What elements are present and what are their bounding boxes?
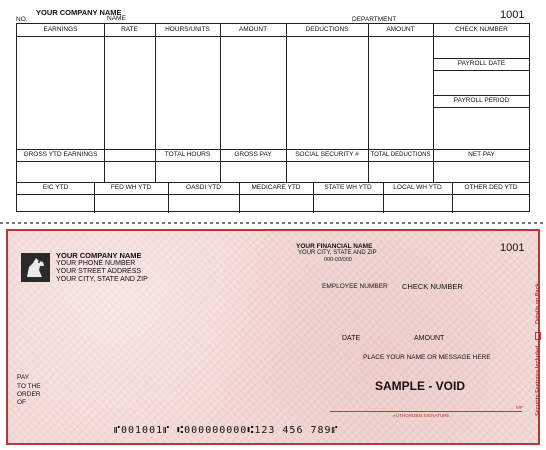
message-line: PLACE YOUR NAME OR MESSAGE HERE — [363, 354, 491, 361]
mp-label: MP — [516, 405, 523, 410]
stub-check-number: 1001 — [500, 9, 525, 21]
date-label: DATE — [342, 335, 361, 342]
gross-ytd-label: GROSS YTD EARNINGS — [23, 151, 98, 158]
company-logo — [21, 253, 50, 282]
header-rate: RATE — [121, 26, 138, 33]
company-phone: YOUR PHONE NUMBER — [56, 260, 136, 267]
department-label: DEPARTMENT — [352, 16, 397, 23]
bank-code: 000-00/000 — [324, 257, 352, 263]
total-deductions-label: TOTAL DEDUCTIONS — [370, 152, 431, 158]
perforation-line — [0, 222, 546, 224]
gross-pay-label: GROSS PAY — [234, 151, 272, 158]
state-wh-ytd-label: STATE WH YTD — [324, 184, 372, 191]
to-the-label: TO THE — [17, 383, 41, 390]
security-features-text: Security Features Included — [535, 345, 541, 416]
bank-name: YOUR FINANCIAL NAME — [296, 243, 373, 250]
total-hours-label: TOTAL HOURS — [164, 151, 211, 158]
company-city: YOUR CITY, STATE AND ZIP — [56, 276, 148, 283]
bank-city: YOUR CITY, STATE AND ZIP — [298, 250, 377, 256]
employee-number-label: EMPLOYEE NUMBER — [322, 283, 388, 290]
signature-label: AUTHORIZED SIGNATURE — [393, 413, 450, 418]
check-number: 1001 — [500, 242, 525, 254]
company-address: YOUR STREET ADDRESS — [56, 268, 142, 275]
of-label: OF — [17, 399, 27, 406]
header-amount: AMOUNT — [238, 26, 268, 33]
oasdi-ytd-label: OASDI YTD — [186, 184, 221, 191]
fed-wh-ytd-label: FED WH YTD — [110, 184, 152, 191]
micr-line: ⑈001001⑈ ⑆000000000⑆123 456 789⑈ — [114, 425, 339, 436]
payroll-grid — [16, 23, 530, 212]
void-text: SAMPLE - VOID — [375, 379, 466, 393]
social-security-label: SOCIAL SECURITY # — [295, 151, 359, 158]
signature-line — [330, 411, 522, 412]
order-label: ORDER — [17, 391, 41, 398]
check-number-label-check: CHECK NUMBER — [402, 282, 463, 291]
check-company-name: YOUR COMPANY NAME — [56, 251, 142, 260]
check-number-label: CHECK NUMBER — [455, 26, 508, 33]
other-ded-ytd-label: OTHER DED YTD — [464, 184, 518, 191]
header-hours-units: HOURS/UNITS — [165, 26, 210, 33]
net-pay-label: NET PAY — [468, 151, 495, 158]
local-wh-ytd-label: LOCAL WH YTD — [393, 184, 442, 191]
no-label: NO. — [16, 16, 28, 23]
header-deductions: DEDUCTIONS — [305, 26, 349, 33]
details-on-back-text: Details on Back. — [535, 281, 541, 324]
payroll-period-label: PAYROLL PERIOD — [453, 97, 510, 104]
header-earnings: EARNINGS — [43, 26, 78, 33]
check-body — [6, 229, 540, 445]
payroll-date-label: PAYROLL DATE — [457, 60, 506, 67]
medicare-ytd-label: MEDICARE YTD — [251, 184, 301, 191]
pay-label: PAY — [17, 374, 30, 381]
eic-ytd-label: EIC YTD — [42, 184, 69, 191]
amount-label: AMOUNT — [414, 335, 445, 342]
lock-icon — [535, 332, 541, 340]
name-label: NAME — [107, 15, 126, 22]
stub-company-name: YOUR COMPANY NAME — [36, 8, 122, 17]
header-deduction-amount: AMOUNT — [386, 26, 415, 33]
horse-logo-icon — [21, 253, 50, 282]
